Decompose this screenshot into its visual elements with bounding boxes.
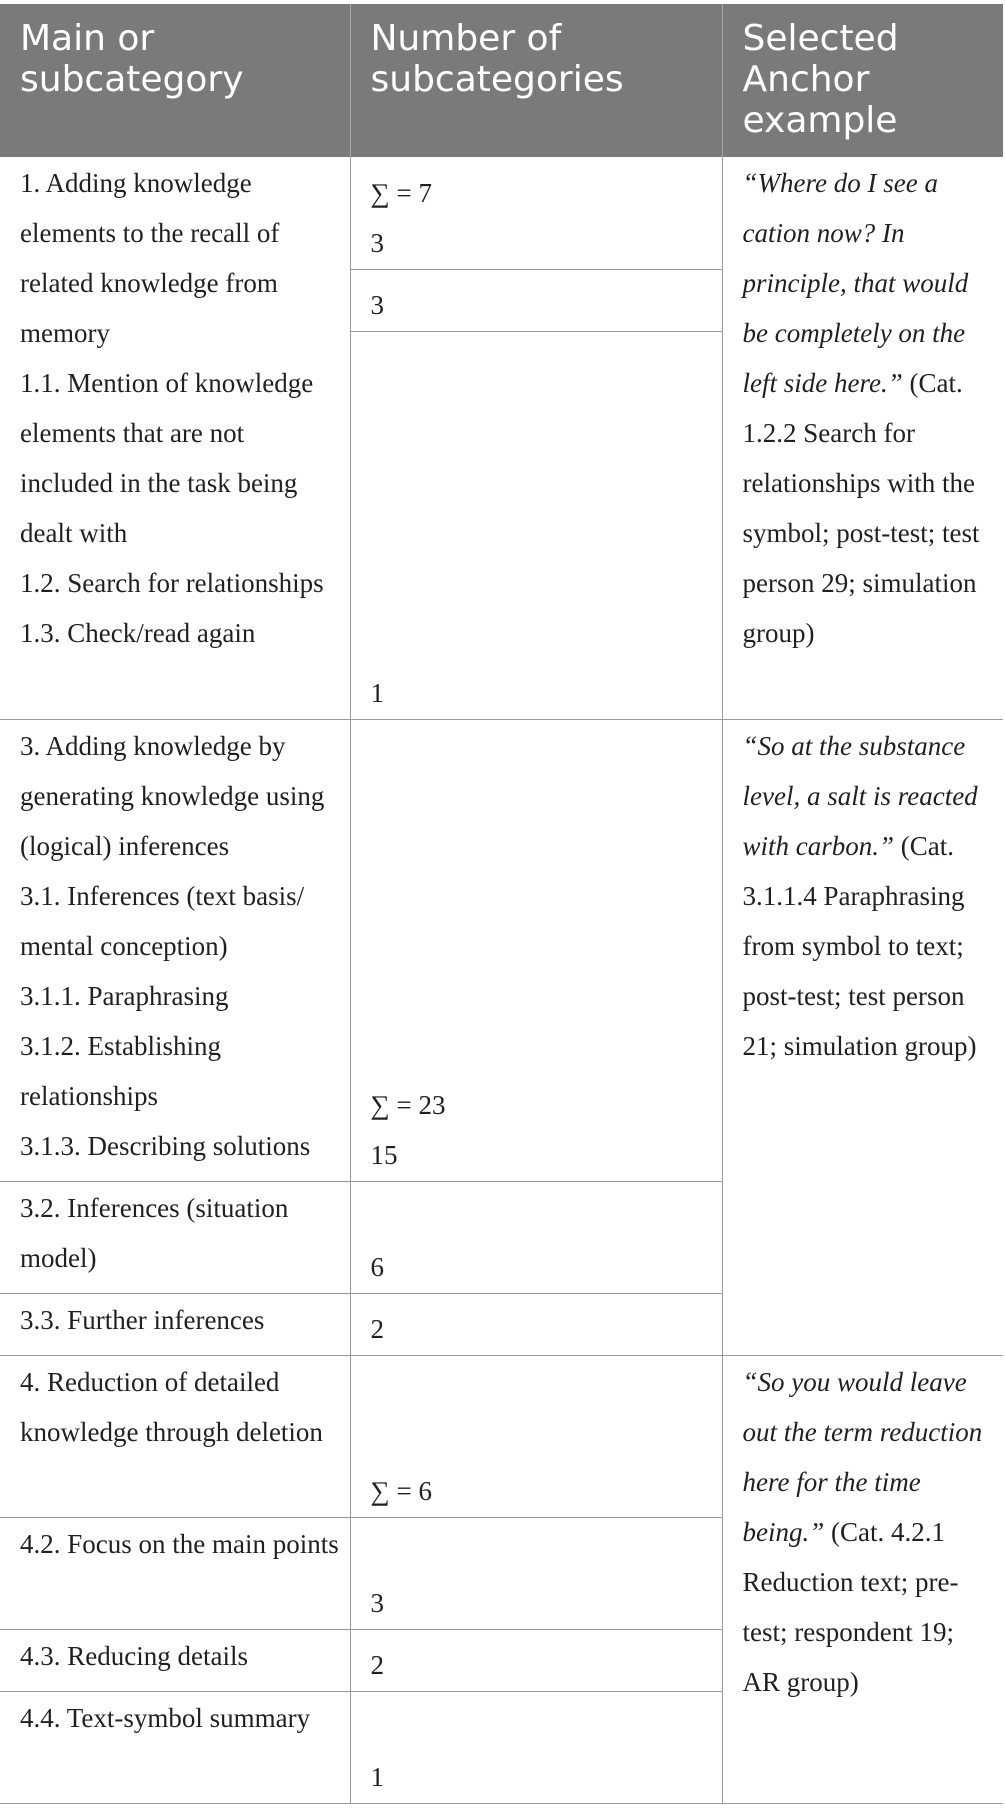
count-cell — [350, 1517, 722, 1629]
count-value: 1 — [370, 1761, 384, 1792]
count-value: 3 — [370, 227, 384, 258]
count-value: 3 — [370, 289, 384, 320]
count-value: 2 — [370, 1313, 384, 1344]
anchor-source: (Cat. 3.1.1.4 Paraphrasing from symbol to text; post-test; test person 21; simulation group) — [742, 830, 977, 1061]
count-cell — [350, 1293, 722, 1355]
category-text: 1.2. Search for relationships — [20, 568, 324, 598]
category-cell: 3.3. Further inferences — [0, 1293, 350, 1355]
category-text: 3.1.1. Paraphrasing — [20, 980, 229, 1011]
category-cell: 3.2. Inferences (situation model) — [0, 1181, 350, 1293]
category-text: 3.1. Inferences (text basis/ mental conception) — [20, 880, 305, 961]
count-cell — [350, 1691, 722, 1803]
anchor-quote: “Where do I see a cation now? In principle, that would be completely on the left side here.” — [742, 168, 969, 398]
table-row — [0, 1355, 1003, 1517]
category-text: 1.3. Check/read again — [20, 618, 256, 648]
count-cell — [350, 331, 722, 719]
category-text: 1.1. Mention of knowledge elements that are not included in the task being dealt with — [20, 368, 314, 548]
sum-value: ∑ = 7 — [370, 177, 432, 208]
count-cell — [350, 157, 722, 269]
anchor-cell — [722, 1355, 1003, 1803]
category-cell: 4.3. Reducing details — [0, 1629, 350, 1691]
sum-value: ∑ = 23 — [370, 1089, 446, 1120]
count-cell — [350, 269, 722, 331]
category-text: 3.1.2. Establishing relationships — [20, 1030, 221, 1111]
category-cell: 4.4. Text-symbol summary — [0, 1691, 350, 1803]
category-cell — [0, 157, 350, 719]
count-cell — [350, 1181, 722, 1293]
sum-value: ∑ = 6 — [370, 1475, 432, 1506]
header-row — [0, 4, 1003, 157]
header-anchor: Selected Anchor example — [722, 4, 1003, 157]
count-value: 15 — [370, 1139, 398, 1170]
category-text: 3.1.3. Describing solutions — [20, 1130, 311, 1161]
count-value: 2 — [370, 1649, 384, 1680]
count-value: 6 — [370, 1251, 384, 1282]
count-cell — [350, 719, 722, 1181]
count-value: 3 — [370, 1587, 384, 1618]
anchor-cell — [722, 719, 1003, 1355]
header-number: Number of subcategories — [350, 4, 722, 157]
count-value: 1 — [370, 677, 384, 708]
category-text: 3. Adding knowledge by generating knowledge using (logical) inferences — [20, 730, 325, 861]
category-text: 1. Adding knowledge elements to the recall of related knowledge from memory — [20, 168, 280, 348]
count-cell — [350, 1355, 722, 1517]
anchor-source: (Cat. 4.2.1 Reduction text; pre-test; respondent 19; AR group) — [742, 1516, 959, 1697]
count-cell — [350, 1629, 722, 1691]
table-row — [0, 719, 1003, 1181]
category-cell — [0, 719, 350, 1181]
anchor-quote: “So at the substance level, a salt is reacted with carbon.” — [742, 730, 978, 861]
categories-table — [0, 4, 1003, 1804]
header-category: Main or subcategory — [0, 4, 350, 157]
table-row — [0, 157, 1003, 269]
category-cell: 4.2. Focus on the main points — [0, 1517, 350, 1629]
anchor-quote: “So you would leave out the term reduction here for the time being.” — [742, 1366, 983, 1547]
category-cell: 4. Reduction of detailed knowledge through deletion — [0, 1355, 350, 1517]
anchor-cell — [722, 157, 1003, 719]
anchor-source: (Cat. 1.2.2 Search for relationships with the symbol; post-test; test person 29; simulation group) — [742, 368, 980, 648]
